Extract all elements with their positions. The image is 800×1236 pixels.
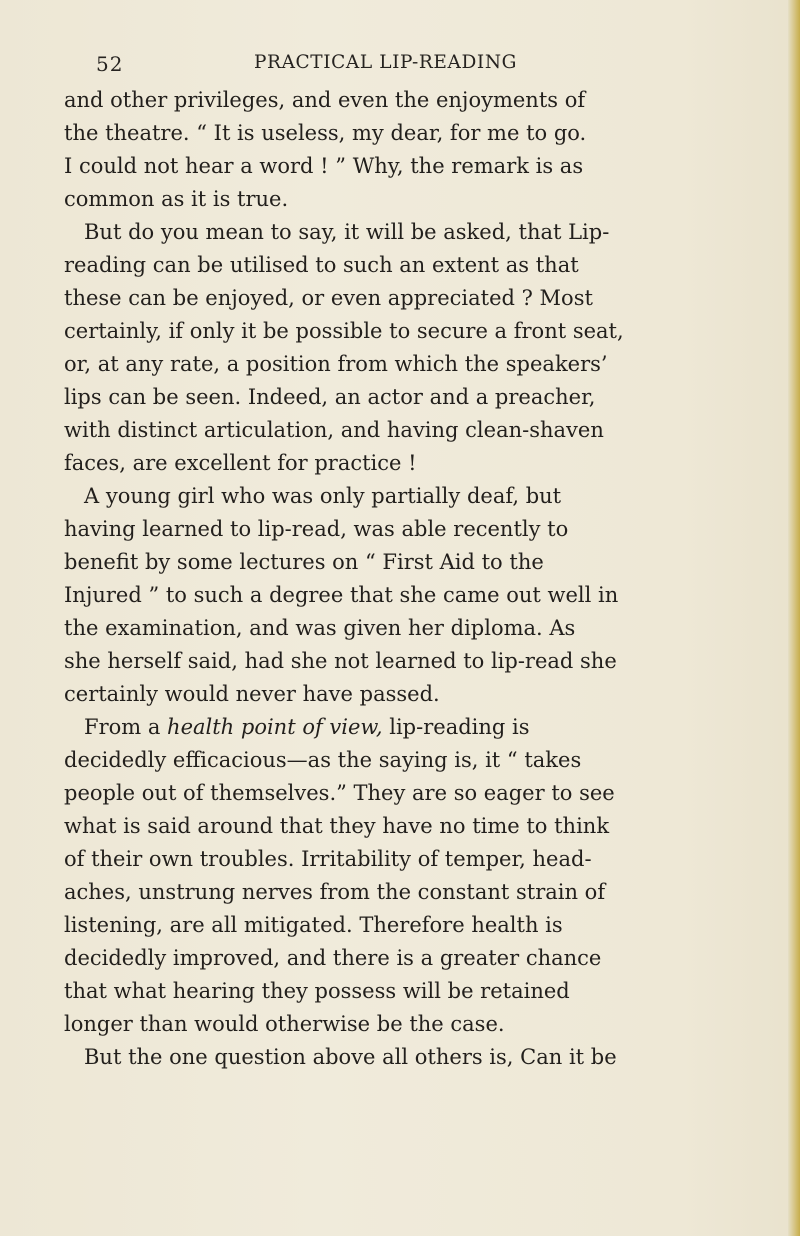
text-line: reading can be utilised to such an extent as that	[64, 253, 579, 277]
text-line: or, at any rate, a position from which the speakers’	[64, 352, 608, 376]
text-line: with distinct articulation, and having clean-shaven	[64, 418, 604, 442]
body-text	[64, 84, 764, 1074]
text-line: faces, are excellent for practice !	[64, 451, 417, 475]
text-line: the theatre. “ It is useless, my dear, for me to go.	[64, 121, 587, 145]
text-line: of their own troubles. Irritability of temper, head-	[64, 847, 592, 871]
text-line: decidedly efficacious—as the saying is, it “ takes	[64, 748, 582, 772]
text-line: longer than would otherwise be the case.	[64, 1012, 505, 1036]
text-line: But do you mean to say, it will be asked, that Lip-	[84, 220, 610, 244]
page-edge	[788, 0, 800, 1236]
text-line: listening, are all mitigated. Therefore health is	[64, 913, 563, 937]
text-line: A young girl who was only partially deaf, but	[84, 484, 562, 508]
text-line: and other privileges, and even the enjoyments of	[64, 88, 586, 112]
text-line: having learned to lip-read, was able recently to	[64, 517, 569, 541]
text-line: decidedly improved, and there is a greater chance	[64, 946, 602, 970]
text-line: certainly, if only it be possible to secure a front seat,	[64, 319, 624, 343]
text-line: people out of themselves.” They are so eager to see	[64, 781, 615, 805]
running-head: PRACTICAL LIP-READING	[254, 52, 518, 73]
text-segment: From a	[84, 715, 168, 739]
text-line: benefit by some lectures on “ First Aid to the	[64, 550, 544, 574]
text-line: what is said around that they have no time to think	[64, 814, 610, 838]
italic-phrase: health point of view,	[167, 715, 383, 739]
text-segment: lip-reading is	[382, 715, 530, 739]
text-line	[64, 711, 764, 744]
text-line: lips can be seen. Indeed, an actor and a preacher,	[64, 385, 596, 409]
page-number: 52	[96, 52, 124, 76]
text-line: But the one question above all others is, Can it be	[84, 1045, 617, 1069]
page-header	[96, 52, 656, 84]
text-line: I could not hear a word ! ” Why, the remark is as	[64, 154, 584, 178]
text-line: certainly would never have passed.	[64, 682, 440, 706]
text-line: Injured ” to such a degree that she came out well in	[64, 583, 619, 607]
text-line: she herself said, had she not learned to lip-read she	[64, 649, 617, 673]
text-line: that what hearing they possess will be retained	[64, 979, 570, 1003]
text-line: these can be enjoyed, or even appreciated ? Most	[64, 286, 593, 310]
text-line: aches, unstrung nerves from the constant strain of	[64, 880, 606, 904]
text-line: the examination, and was given her diploma. As	[64, 616, 576, 640]
text-line: common as it is true.	[64, 187, 289, 211]
